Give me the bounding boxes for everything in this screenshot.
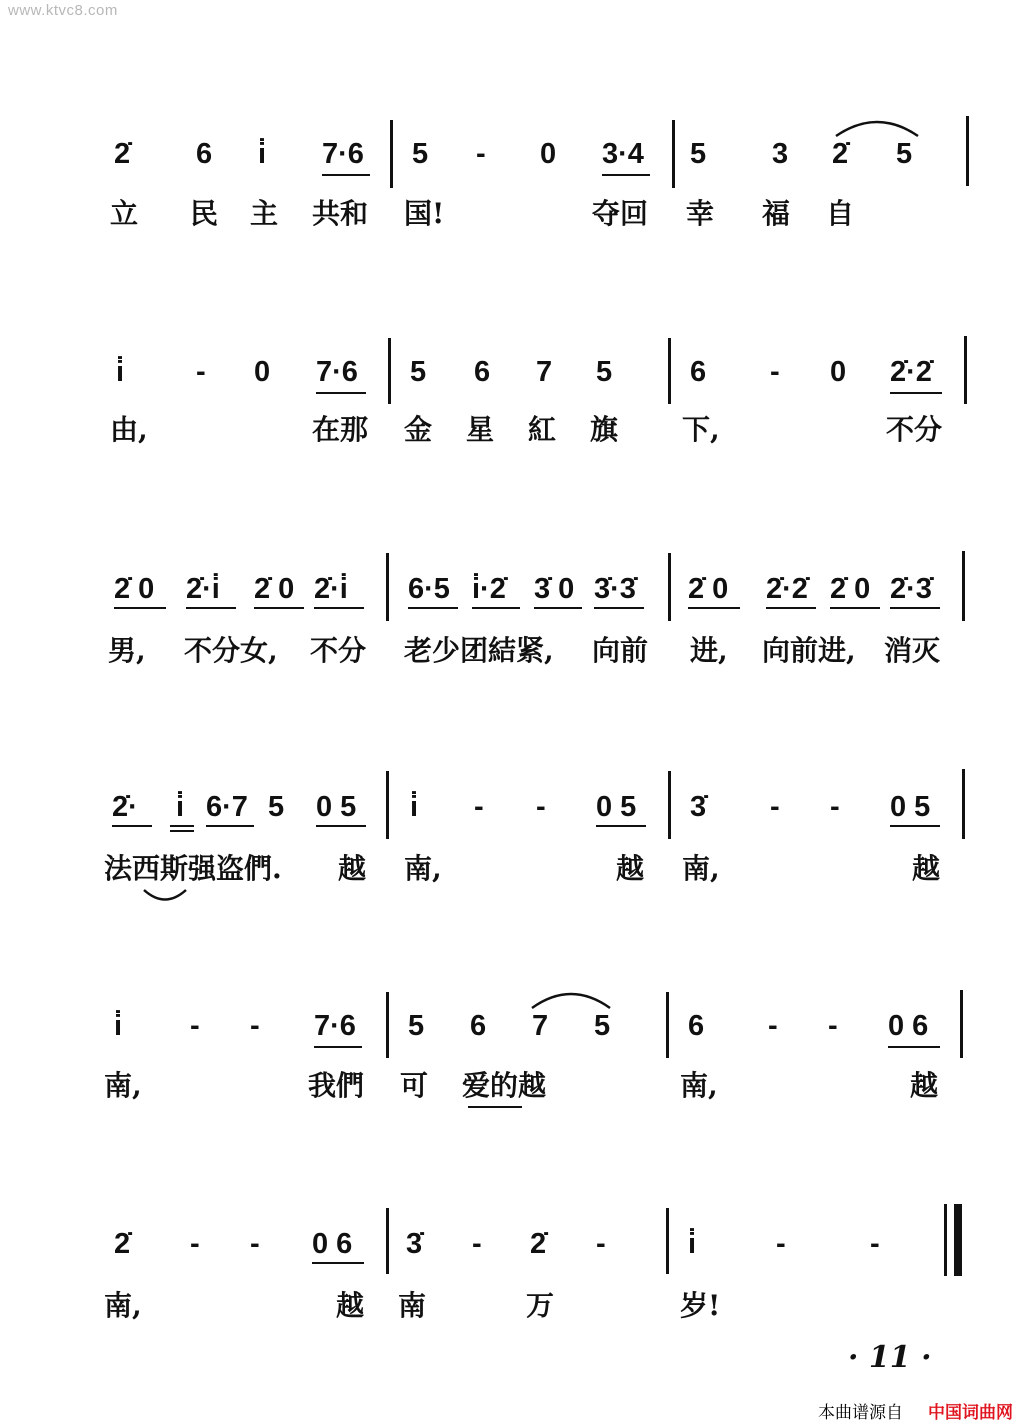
barline xyxy=(666,1208,669,1274)
barline xyxy=(386,771,389,839)
lyric: 金 xyxy=(404,413,433,446)
lyric: 万 xyxy=(526,1289,555,1322)
note: 5 xyxy=(690,138,707,170)
note: - xyxy=(474,791,484,823)
slur xyxy=(140,887,190,905)
note: 6·7 xyxy=(206,791,248,823)
lyric: 主 xyxy=(250,197,279,230)
note: 0 6 xyxy=(888,1010,929,1042)
score-system-3 xyxy=(0,545,1024,725)
note: 7 xyxy=(536,356,553,388)
duration-underline xyxy=(314,607,364,609)
note: 2̇ 0 xyxy=(688,573,729,605)
duration-underline xyxy=(254,607,304,609)
note: 6 xyxy=(688,1010,705,1042)
barline xyxy=(962,551,965,621)
note: - xyxy=(768,1010,778,1042)
watermark: www.ktvc8.com xyxy=(8,2,118,19)
note: 6 xyxy=(474,356,491,388)
score-system-5 xyxy=(0,982,1024,1162)
barline xyxy=(390,120,393,188)
lyric: 由, xyxy=(110,413,148,446)
note: - xyxy=(776,1228,786,1260)
lyric: 南 xyxy=(398,1289,427,1322)
note: - xyxy=(830,791,840,823)
note: 5 xyxy=(268,791,285,823)
note: 2̇·2̇ xyxy=(890,356,932,388)
note: 5 xyxy=(410,356,427,388)
note: 0 6 xyxy=(312,1228,353,1260)
barline xyxy=(388,338,391,404)
slur xyxy=(832,114,922,140)
note: - xyxy=(250,1010,260,1042)
lyric: 进, xyxy=(690,634,728,667)
note: i̇ xyxy=(410,791,419,823)
duration-underline xyxy=(888,1046,940,1048)
lyric: 在那 xyxy=(312,413,369,446)
lyric: 旗 xyxy=(590,413,619,446)
note: 5 xyxy=(594,1010,611,1042)
lyric: 南, xyxy=(680,1069,718,1102)
lyric: 爱的越 xyxy=(462,1069,547,1102)
note: 2̇ 0 xyxy=(114,573,155,605)
lyric: 越 xyxy=(910,1069,939,1102)
lyric: 立 xyxy=(110,197,139,230)
note: 2̇· xyxy=(112,791,138,823)
score-system-2 xyxy=(0,328,1024,508)
lyric: 可 xyxy=(400,1069,429,1102)
duration-underline xyxy=(688,607,740,609)
note: 3̇·3̇ xyxy=(594,573,636,605)
lyric: 福 xyxy=(762,197,791,230)
duration-underline xyxy=(170,825,194,827)
lyric: 紅 xyxy=(528,413,557,446)
note: 6 xyxy=(690,356,707,388)
lyric: 南, xyxy=(104,1289,142,1322)
note: 7·6 xyxy=(316,356,358,388)
duration-underline xyxy=(186,607,236,609)
note: - xyxy=(770,791,780,823)
note: i̇ xyxy=(114,1010,123,1042)
note: - xyxy=(596,1228,606,1260)
duration-underline xyxy=(114,607,166,609)
lyric: 消灭 xyxy=(884,634,941,667)
lyric: 国! xyxy=(404,197,445,230)
note: 0 xyxy=(540,138,557,170)
note: 2̇ xyxy=(530,1228,547,1260)
note: 0 5 xyxy=(596,791,637,823)
footer-source-label: 本曲谱源自 xyxy=(818,1403,903,1423)
lyric: 星 xyxy=(466,413,495,446)
note: 2̇·i̇ xyxy=(186,573,220,605)
lyric: 老少团結紧, xyxy=(404,634,554,667)
lyric: 民 xyxy=(190,197,219,230)
note: - xyxy=(472,1228,482,1260)
barline xyxy=(668,553,671,621)
note: i̇ xyxy=(258,138,267,170)
note: - xyxy=(190,1010,200,1042)
duration-underline xyxy=(890,607,940,609)
lyric: 下, xyxy=(682,413,720,446)
note: 2̇ 0 xyxy=(830,573,871,605)
duration-underline xyxy=(316,825,366,827)
duration-underline xyxy=(602,174,650,176)
lyric: 向前 xyxy=(592,634,649,667)
duration-underline xyxy=(112,825,152,827)
lyric: 我們 xyxy=(308,1069,365,1102)
note: 5 xyxy=(596,356,613,388)
final-barline-thick xyxy=(954,1204,962,1276)
lyric: 不分 xyxy=(310,634,367,667)
note: 6 xyxy=(470,1010,487,1042)
lyric: 越 xyxy=(912,852,941,885)
note: 3 xyxy=(772,138,789,170)
barline xyxy=(386,992,389,1058)
note: 2̇·2̇ xyxy=(766,573,808,605)
note: - xyxy=(770,356,780,388)
note: 2̇ xyxy=(832,138,849,170)
note: - xyxy=(250,1228,260,1260)
note: 7·6 xyxy=(314,1010,356,1042)
duration-underline xyxy=(890,392,942,394)
lyric: 夺回 xyxy=(592,197,649,230)
note: 5 xyxy=(408,1010,425,1042)
barline xyxy=(672,120,675,188)
note: 5 xyxy=(896,138,913,170)
barline xyxy=(964,336,967,404)
slur xyxy=(528,986,614,1012)
note: - xyxy=(196,356,206,388)
duration-underline xyxy=(596,825,646,827)
barline xyxy=(960,990,963,1058)
lyric: 向前进, xyxy=(762,634,856,667)
barline xyxy=(966,116,969,186)
note: 2̇·i̇ xyxy=(314,573,348,605)
duration-underline xyxy=(468,1106,522,1108)
duration-underline xyxy=(314,1046,362,1048)
duration-underline xyxy=(322,174,370,176)
duration-underline xyxy=(594,607,644,609)
note: 0 xyxy=(254,356,271,388)
lyric: 自 xyxy=(826,197,855,230)
note: 6 xyxy=(196,138,213,170)
barline xyxy=(386,1208,389,1274)
note: 0 5 xyxy=(316,791,357,823)
duration-underline xyxy=(766,607,816,609)
note: - xyxy=(828,1010,838,1042)
note: 3·4 xyxy=(602,138,644,170)
lyric: 不分 xyxy=(886,413,943,446)
lyric: 幸 xyxy=(686,197,715,230)
lyric: 法西斯强盗們. xyxy=(104,852,282,885)
lyric: 越 xyxy=(616,852,645,885)
note: i̇ xyxy=(116,356,125,388)
lyric: 共和 xyxy=(312,197,369,230)
duration-underline xyxy=(472,607,520,609)
note: 2̇ xyxy=(114,1228,131,1260)
note: 5 xyxy=(412,138,429,170)
final-barline-thin xyxy=(944,1204,947,1276)
duration-underline xyxy=(890,825,940,827)
note: - xyxy=(536,791,546,823)
note: 3̇ xyxy=(690,791,707,823)
duration-underline xyxy=(830,607,880,609)
duration-underline xyxy=(408,607,458,609)
lyric: 南, xyxy=(682,852,720,885)
lyric: 越 xyxy=(338,852,367,885)
note: i̇ xyxy=(688,1228,697,1260)
duration-underline xyxy=(312,1262,364,1264)
note: 0 xyxy=(830,356,847,388)
duration-underline xyxy=(206,825,254,827)
barline xyxy=(386,553,389,621)
note: i̇·2̇ xyxy=(472,573,506,605)
lyric: 南, xyxy=(104,1069,142,1102)
lyric: 越 xyxy=(336,1289,365,1322)
barline xyxy=(668,771,671,839)
duration-underline xyxy=(170,830,194,832)
barline xyxy=(666,992,669,1058)
note: 2̇ xyxy=(114,138,131,170)
page-number: · 11 · xyxy=(848,1340,932,1375)
note: 0 5 xyxy=(890,791,931,823)
score-system-1 xyxy=(0,110,1024,290)
duration-underline xyxy=(534,607,582,609)
note: - xyxy=(476,138,486,170)
note: 6·5 xyxy=(408,573,450,605)
score-system-4 xyxy=(0,763,1024,943)
note: 7 xyxy=(532,1010,549,1042)
note: - xyxy=(870,1228,880,1260)
lyric: 男, xyxy=(108,634,146,667)
note: 7·6 xyxy=(322,138,364,170)
note: 2̇ 0 xyxy=(254,573,295,605)
note: 2̇·3̇ xyxy=(890,573,932,605)
duration-underline xyxy=(316,392,366,394)
note: 3̇ xyxy=(406,1228,423,1260)
note: 3̇ 0 xyxy=(534,573,575,605)
lyric: 南, xyxy=(404,852,442,885)
note: i̇ xyxy=(176,791,185,823)
footer-brand-link[interactable]: 中国词曲网 xyxy=(928,1403,1013,1423)
barline xyxy=(962,769,965,839)
note: - xyxy=(190,1228,200,1260)
lyric: 不分女, xyxy=(184,634,278,667)
barline xyxy=(668,338,671,404)
lyric: 岁! xyxy=(680,1289,721,1322)
